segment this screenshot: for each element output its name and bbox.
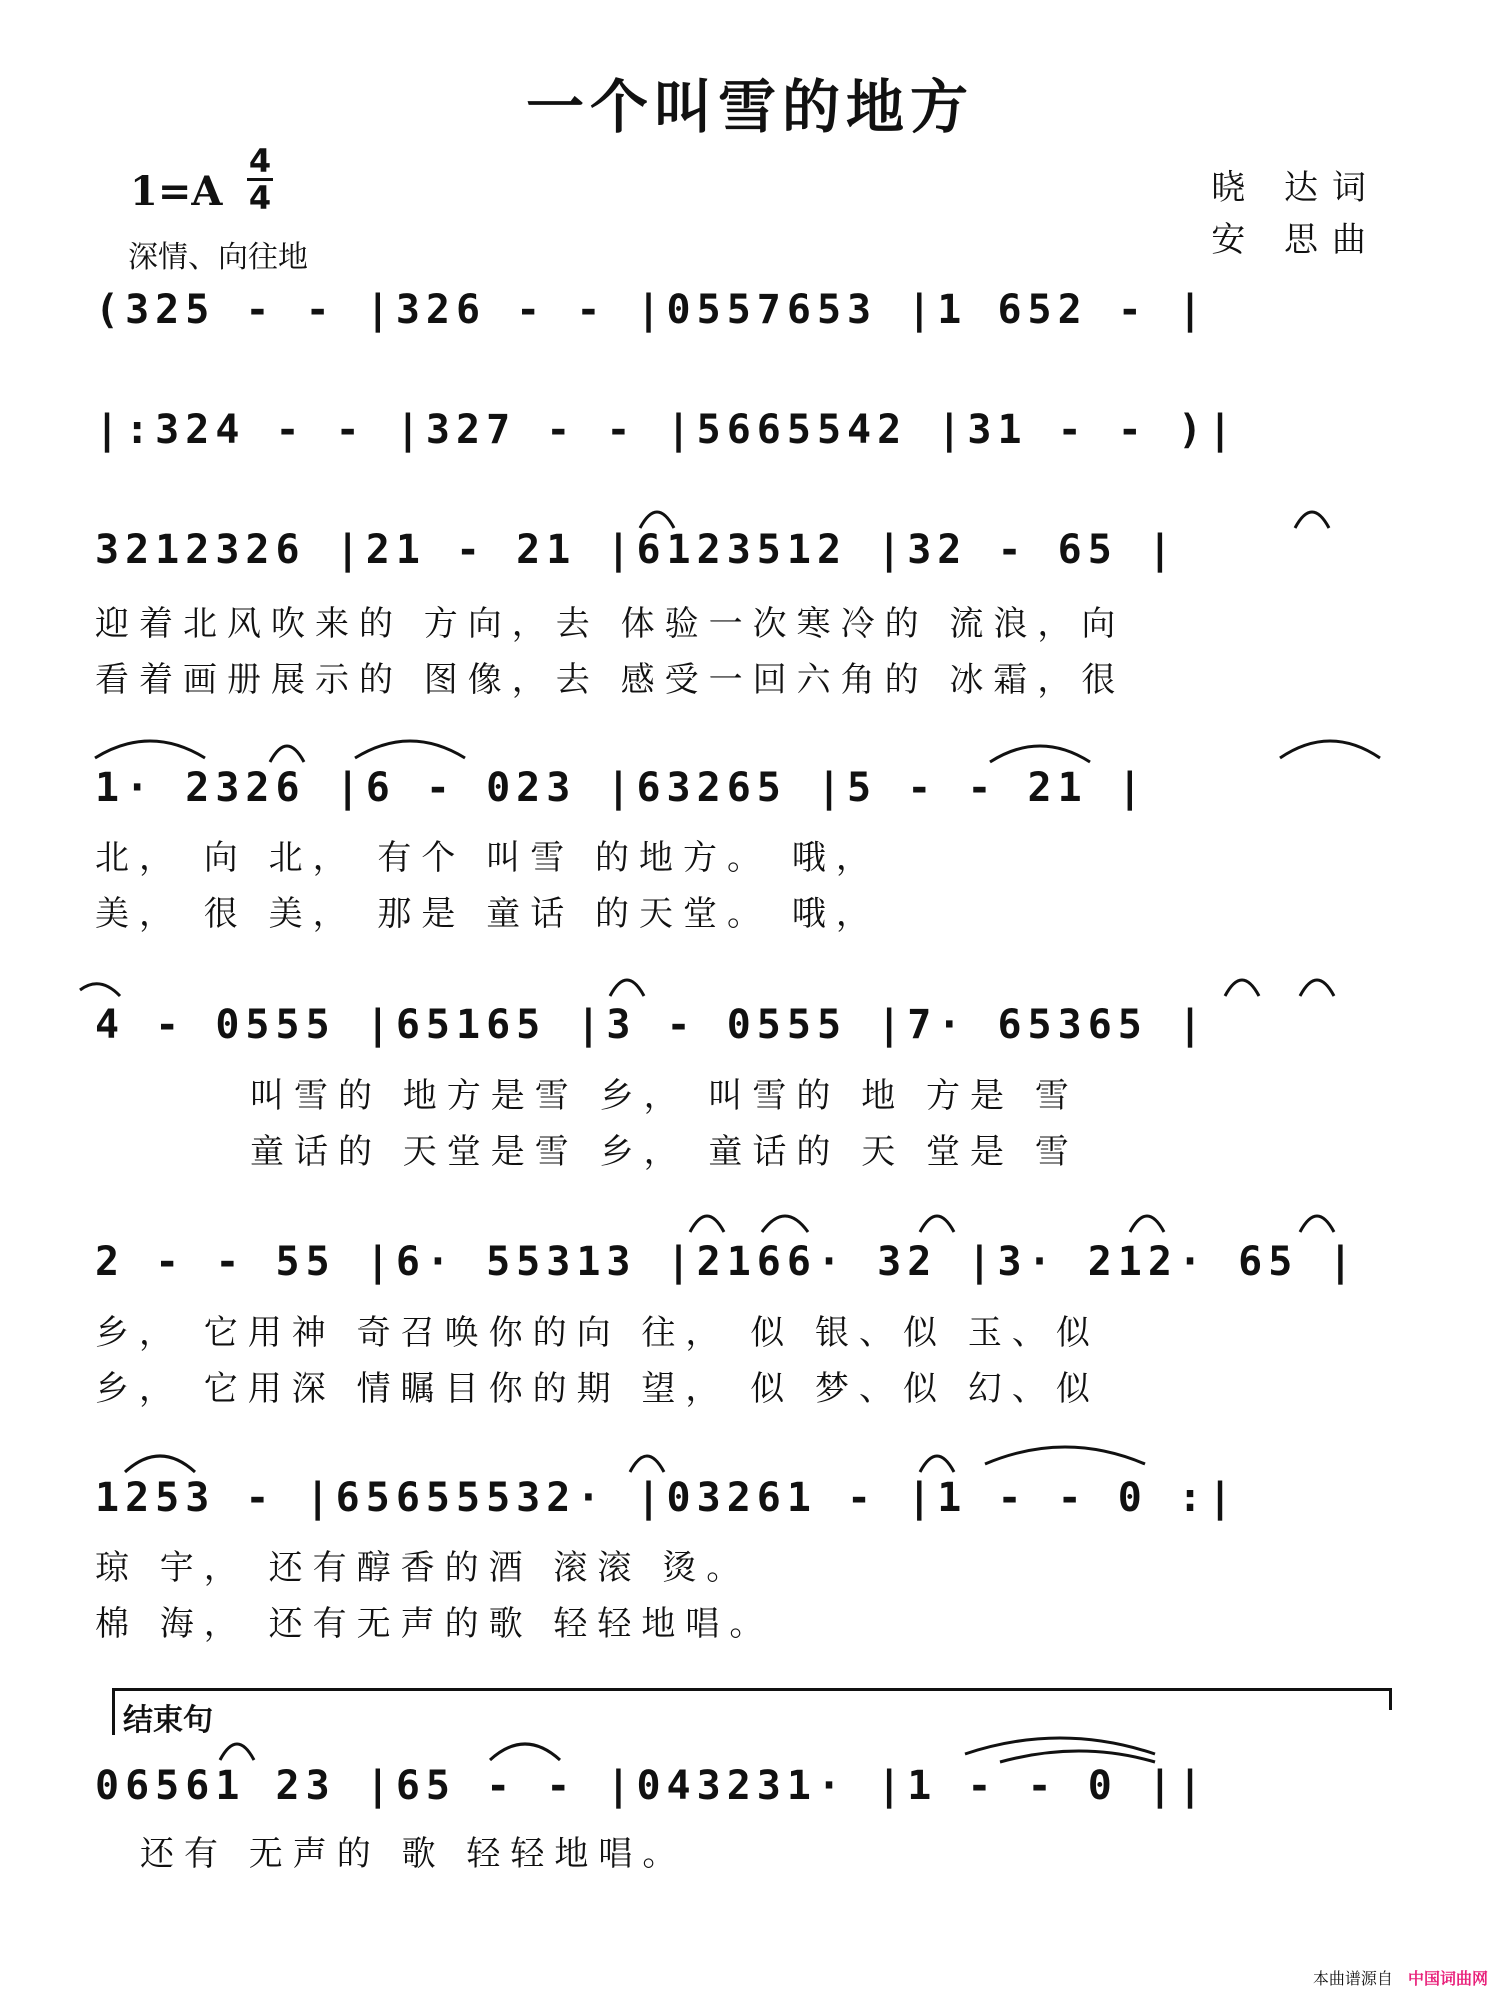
key-signature: 1=A (130, 168, 223, 215)
notation: 06561 23 |65 - - |043231· |1 - - 0 || (95, 1763, 1209, 1809)
lyric-verse-1: 乡， 它用神 奇召唤你的向 往， 似 银、似 玉、似 (95, 1313, 1100, 1353)
slur (1300, 980, 1334, 996)
lyric-ending: 还有 无声的 歌 轻轻地唱。 (140, 1834, 687, 1874)
slur (1130, 1216, 1164, 1232)
staff-line-ending (95, 1756, 1395, 1826)
staff-line-4 (95, 758, 1395, 828)
staff-line-2 (95, 400, 1395, 470)
tempo-marking: 深情、向往地 (128, 240, 308, 275)
footer-site-link[interactable]: 中国词曲网 (1407, 1969, 1488, 1988)
lyric-verse-1: 琼 宇， 还有醇香的酒 滚滚 烫。 (95, 1548, 751, 1588)
notation: 4 - 0555 |65165 |3 - 0555 |7· 65365 | (95, 1002, 1209, 1048)
footer-source-text: 本曲谱源自 (1312, 1969, 1393, 1988)
slur (610, 980, 644, 996)
slur (985, 1447, 1145, 1464)
staff-line-1 (95, 280, 1395, 350)
slur (920, 1216, 954, 1232)
ending-bracket-tail (1389, 1688, 1392, 1710)
slur (355, 741, 465, 758)
time-signature (245, 144, 275, 215)
lyric-verse-2: 乡， 它用深 情瞩目你的期 望， 似 梦、似 幻、似 (95, 1369, 1100, 1409)
time-signature-top: 4 (248, 142, 272, 180)
notation: |:324 - - |327 - - |5665542 |31 - - )| (95, 407, 1239, 453)
notation: 1· 2326 |6 - 023 |63265 |5 - - 21 | (95, 765, 1148, 811)
slur (1225, 980, 1259, 996)
slur (690, 1216, 724, 1232)
notation: (325 - - |326 - - |0557653 |1 652 - | (95, 287, 1209, 333)
slur (95, 741, 205, 758)
lyric-verse-2: 美， 很 美， 那是 童话 的天堂。 哦， (95, 894, 880, 934)
ending-label: 结束句 (112, 1688, 223, 1735)
lyric-verse-2: 童话的 天堂是雪 乡， 童话的 天 堂是 雪 (250, 1132, 1079, 1172)
notation: 1253 - |65655532· |03261 - |1 - - 0 :| (95, 1475, 1239, 1521)
slur (1280, 741, 1380, 758)
staff-line-6 (95, 1232, 1395, 1302)
lyricist-credit: 晓 达词 (1211, 168, 1380, 208)
song-title: 一个叫雪的地方 (525, 73, 974, 141)
lyric-verse-2: 看着画册展示的 图像，去 感受一回六角的 冰霜，很 (95, 660, 1126, 700)
lyric-verse-1: 北， 向 北， 有个 叫雪 的地方。 哦， (95, 838, 880, 878)
staff-line-5 (95, 995, 1395, 1065)
source-footer (1313, 1966, 1488, 1989)
notation: 3212326 |21 - 21 |6123512 |32 - 65 | (95, 527, 1178, 573)
slur (762, 1216, 808, 1232)
composer-credit: 安 思曲 (1211, 220, 1380, 260)
staff-line-3 (95, 520, 1395, 590)
time-signature-bottom: 4 (248, 179, 272, 217)
lyric-verse-2: 棉 海， 还有无声的歌 轻轻地唱。 (95, 1604, 774, 1644)
notation: 2 - - 55 |6· 55313 |2166· 32 |3· 212· 65 | (95, 1239, 1359, 1285)
lyric-verse-1: 叫雪的 地方是雪 乡， 叫雪的 地 方是 雪 (250, 1076, 1079, 1116)
ending-bracket-line (112, 1688, 1392, 1691)
slur (1300, 1216, 1334, 1232)
lyric-verse-1: 迎着北风吹来的 方向，去 体验一次寒冷的 流浪，向 (95, 604, 1126, 644)
slur (965, 1738, 1155, 1754)
staff-line-7 (95, 1468, 1395, 1538)
